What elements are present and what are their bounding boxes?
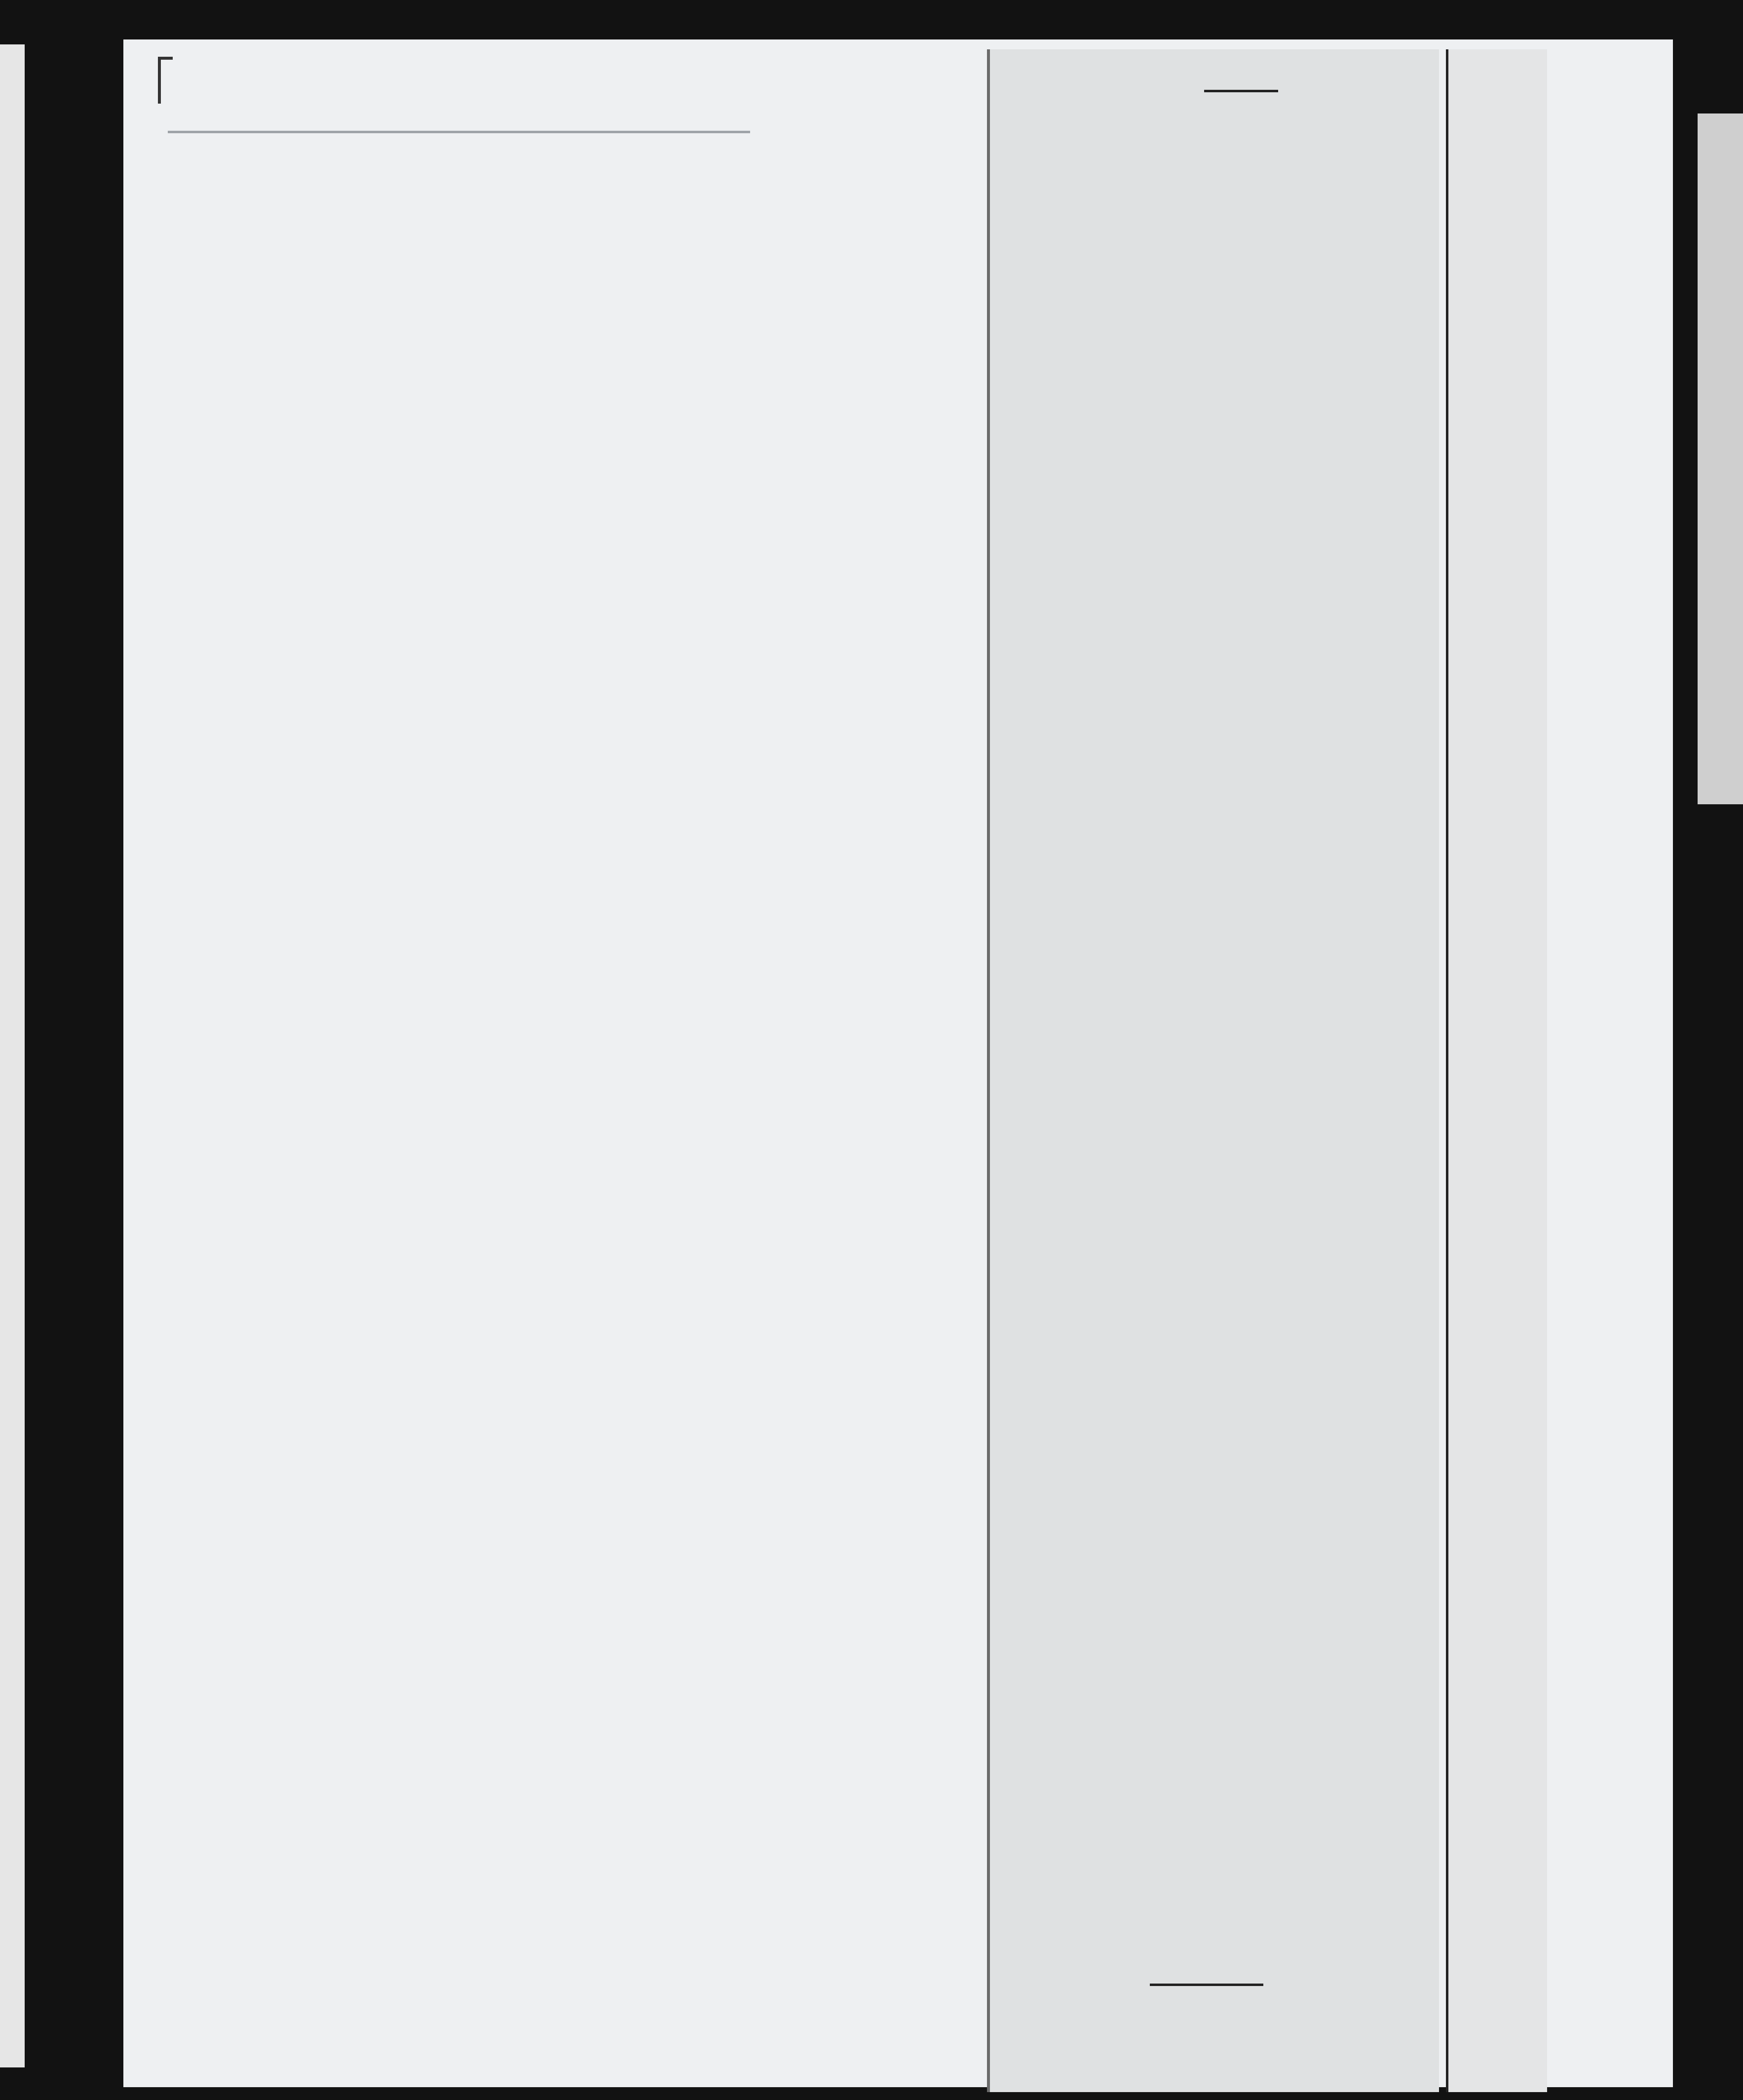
archive-header [188, 55, 365, 91]
separator-rule [1204, 90, 1278, 92]
archive-sheet [123, 39, 1673, 2087]
adjacent-page-edge [0, 44, 25, 2067]
end-rule [1150, 1984, 1263, 1986]
header-bracket [158, 57, 161, 104]
header-underline [168, 131, 750, 133]
article-clipping [987, 49, 1439, 2092]
adjacent-page-edge-right [1698, 113, 1743, 804]
header-bracket-top [158, 57, 173, 60]
right-neighbor-clipping [1446, 49, 1547, 2092]
